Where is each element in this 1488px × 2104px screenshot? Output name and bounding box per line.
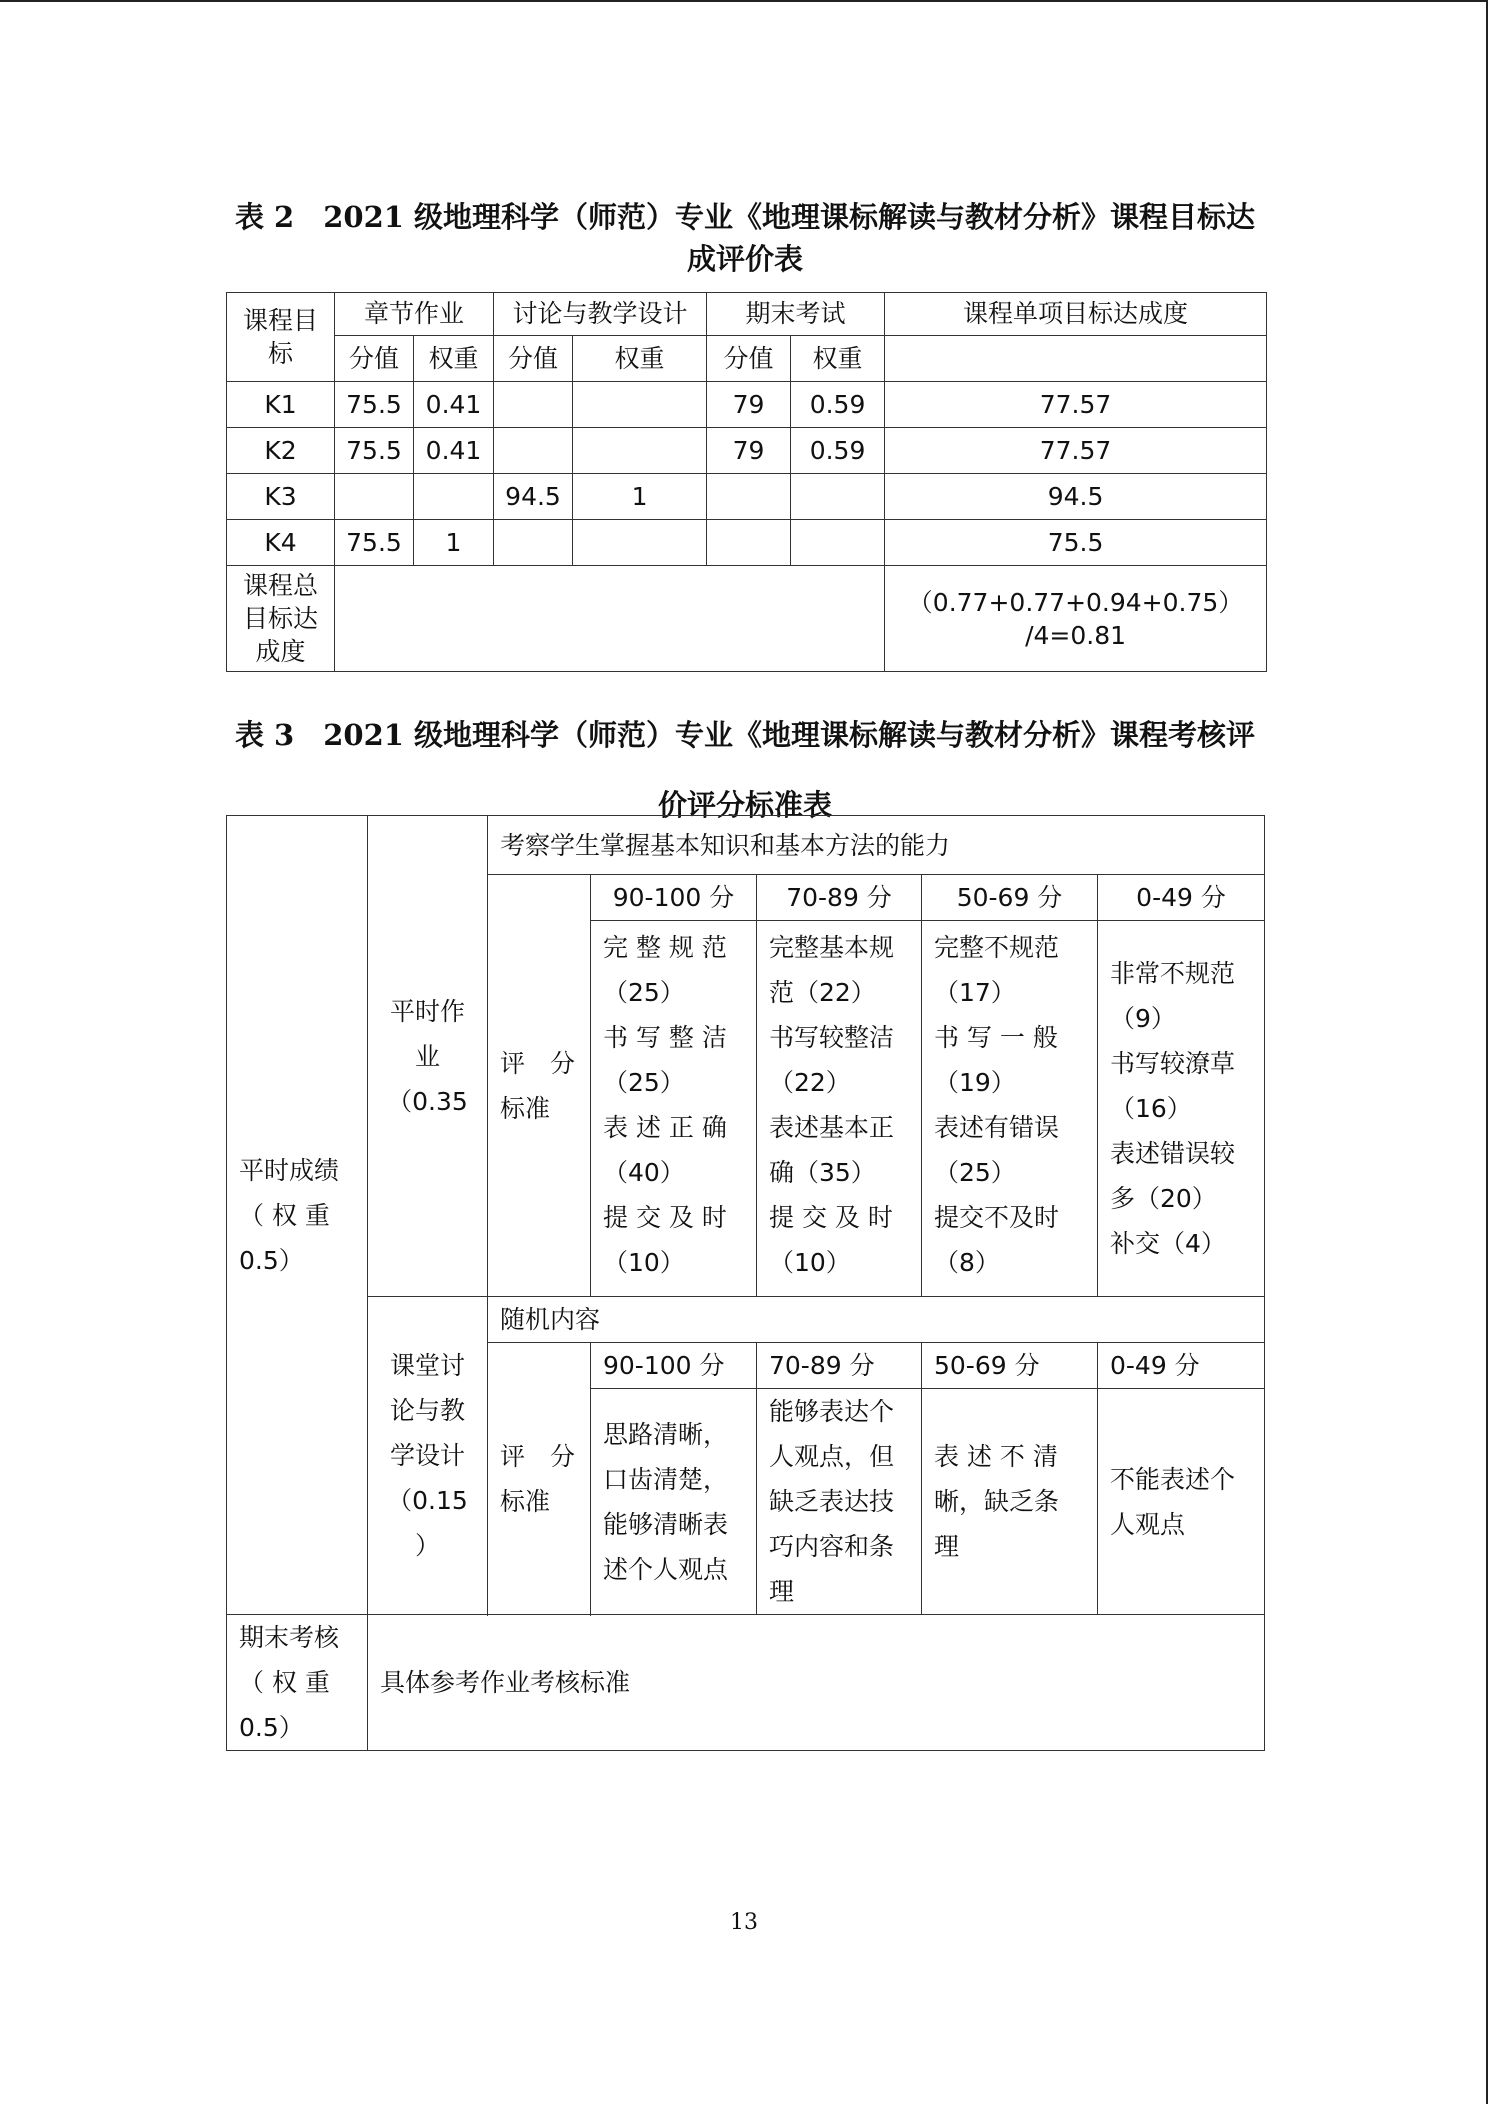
- homework-label: [368, 816, 488, 1297]
- criteria-line: 书写较潦草: [1110, 1049, 1236, 1078]
- row-disc-weight: 1: [573, 474, 707, 520]
- row-disc-weight: [573, 382, 707, 428]
- row-achievement: 75.5: [885, 520, 1267, 566]
- homework-criteria-band2: [757, 921, 922, 1297]
- row-exam-score: 79: [707, 382, 791, 428]
- total-formula-line2: /4=0.81: [1025, 620, 1127, 650]
- scoring-standard-table: [226, 815, 1265, 1751]
- criteria-line: （8）: [934, 1248, 1000, 1277]
- homework-label-line: 平时作: [389, 996, 465, 1026]
- header-discussion-design: 讨论与教学设计: [494, 293, 707, 336]
- header-exam-score: 分值: [707, 336, 791, 382]
- header-hw-score: 分值: [335, 336, 414, 382]
- criteria-line: 思路清晰，: [603, 1419, 729, 1449]
- total-label: [227, 566, 335, 672]
- row-goal: K1: [227, 382, 335, 428]
- criteria-line: （10）: [769, 1248, 851, 1277]
- criteria-line: 非常不规范: [1110, 959, 1236, 988]
- criteria-line: 不能表述个: [1110, 1464, 1236, 1494]
- discussion-band-50-69: 50-69 分: [922, 1343, 1098, 1389]
- table2-caption: [225, 196, 1265, 280]
- header-disc-weight: 权重: [573, 336, 707, 382]
- criteria-line: 多（20）: [1110, 1184, 1217, 1213]
- criteria-line: （25）: [934, 1158, 1016, 1187]
- final-label-line: 0.5）: [239, 1713, 304, 1742]
- criteria-line: 晰，缺乏条: [934, 1487, 1060, 1516]
- row-exam-score: 79: [707, 428, 791, 474]
- row-disc-score: 94.5: [494, 474, 573, 520]
- criteria-line: 能够清晰表: [603, 1509, 729, 1539]
- header-goal-text: 课程目标: [242, 306, 318, 368]
- row-achievement: 77.57: [885, 382, 1267, 428]
- regular-score-label: [227, 816, 368, 1615]
- criteria-line: （9）: [1110, 1004, 1176, 1033]
- row-disc-score: [494, 382, 573, 428]
- row-disc-score: [494, 520, 573, 566]
- table-row: [227, 474, 1267, 520]
- discussion-label-line: 学设计: [389, 1441, 465, 1470]
- row-hw-score: 75.5: [335, 428, 414, 474]
- discussion-label-line: ）: [414, 1531, 440, 1560]
- discussion-band-0-49: 0-49 分: [1098, 1343, 1265, 1389]
- table-row: [227, 428, 1267, 474]
- criteria-line: 书写较整洁: [769, 1023, 895, 1052]
- header-exam-weight: 权重: [791, 336, 885, 382]
- row-disc-weight: [573, 520, 707, 566]
- criteria-line: （19）: [934, 1068, 1016, 1097]
- discussion-criteria-label: [488, 1343, 591, 1615]
- table2-caption-line1: 表 2 2021 级地理科学（师范）专业《地理课标解读与教材分析》课程目标达: [234, 200, 1256, 234]
- discussion-label-line: （0.15: [387, 1486, 468, 1515]
- homework-band-70-89: 70-89 分: [757, 875, 922, 921]
- page-top-border: [0, 0, 1488, 2]
- table-row: [227, 382, 1267, 428]
- criteria-line: 补交（4）: [1110, 1229, 1226, 1258]
- final-label-line: 期末考核: [239, 1623, 340, 1652]
- table-row: [227, 520, 1267, 566]
- criteria-line: 提 交 及 时: [769, 1203, 893, 1232]
- row-goal: K3: [227, 474, 335, 520]
- discussion-content: 随机内容: [488, 1297, 1265, 1343]
- row-hw-weight: 0.41: [414, 428, 494, 474]
- criteria-line: （17）: [934, 978, 1016, 1007]
- criteria-line: 表 述 不 清: [934, 1442, 1058, 1471]
- header-hw-weight: 权重: [414, 336, 494, 382]
- criteria-line: （25）: [603, 1068, 685, 1097]
- homework-band-90-100: 90-100 分: [591, 875, 757, 921]
- table3-caption-line2: 价评分标准表: [657, 788, 832, 822]
- row-disc-weight: [573, 428, 707, 474]
- row-achievement: 77.57: [885, 428, 1267, 474]
- final-row: [227, 1615, 1265, 1751]
- total-formula: [885, 566, 1267, 672]
- criteria-line: 理: [769, 1577, 795, 1606]
- criteria-line: 提 交 及 时: [603, 1203, 727, 1232]
- header-final-exam: 期末考试: [707, 293, 885, 336]
- criteria-line: 人观点，但: [769, 1442, 895, 1471]
- discussion-label-line: 论与教: [389, 1396, 465, 1425]
- homework-band-50-69: 50-69 分: [922, 875, 1098, 921]
- criteria-line: 书 写 一 般: [934, 1023, 1058, 1052]
- criteria-line: 述个人观点: [603, 1554, 729, 1584]
- total-blank: [335, 566, 885, 672]
- final-label: [227, 1615, 368, 1751]
- criteria-line: （16）: [1110, 1094, 1192, 1123]
- criteria-line: 巧内容和条: [769, 1532, 895, 1561]
- criteria-line: 范（22）: [769, 978, 876, 1007]
- row-exam-weight: [791, 520, 885, 566]
- header-chapter-homework: 章节作业: [335, 293, 494, 336]
- criteria-line: 完 整 规 范: [603, 933, 727, 962]
- row-hw-weight: 1: [414, 520, 494, 566]
- discussion-criteria-band2: [757, 1389, 922, 1615]
- discussion-band-70-89: 70-89 分: [757, 1343, 922, 1389]
- criteria-line: 表述错误较: [1110, 1139, 1236, 1168]
- regular-label-line: 0.5）: [239, 1245, 304, 1275]
- header-disc-score: 分值: [494, 336, 573, 382]
- row-hw-weight: [414, 474, 494, 520]
- criteria-label-line: 评 分: [500, 1441, 576, 1471]
- criteria-label-line: 标准: [500, 1486, 551, 1516]
- achievement-table: [226, 292, 1267, 672]
- header-single-achievement: 课程单项目标达成度: [885, 293, 1267, 336]
- discussion-criteria-band4: [1098, 1389, 1265, 1615]
- total-formula-line1: （0.77+0.77+0.94+0.75）: [907, 587, 1244, 617]
- row-hw-score: 75.5: [335, 520, 414, 566]
- row-hw-score: 75.5: [335, 382, 414, 428]
- row-goal: K2: [227, 428, 335, 474]
- header-blank: [885, 336, 1267, 382]
- row-hw-score: [335, 474, 414, 520]
- table3-caption-line1: 表 3 2021 级地理科学（师范）专业《地理课标解读与教材分析》课程考核评: [234, 718, 1256, 752]
- row-exam-weight: 0.59: [791, 428, 885, 474]
- criteria-line: 表 述 正 确: [603, 1113, 727, 1142]
- criteria-line: 完整基本规: [769, 933, 895, 962]
- criteria-line: （10）: [603, 1248, 685, 1277]
- row-exam-score: [707, 474, 791, 520]
- row-hw-weight: 0.41: [414, 382, 494, 428]
- homework-criteria-band3: [922, 921, 1098, 1297]
- homework-band-0-49: 0-49 分: [1098, 875, 1265, 921]
- discussion-band-90-100: 90-100 分: [591, 1343, 757, 1389]
- header-goal: [227, 293, 335, 382]
- criteria-line: 书 写 整 洁: [603, 1023, 727, 1052]
- criteria-line: 表述有错误: [934, 1113, 1060, 1142]
- criteria-line: （22）: [769, 1068, 851, 1097]
- total-row: [227, 566, 1267, 672]
- criteria-line: 表述基本正: [769, 1113, 895, 1142]
- row-goal: K4: [227, 520, 335, 566]
- row-exam-weight: [791, 474, 885, 520]
- row-achievement: 94.5: [885, 474, 1267, 520]
- homework-ability: 考察学生掌握基本知识和基本方法的能力: [488, 816, 1265, 875]
- criteria-line: 口齿清楚，: [603, 1464, 729, 1494]
- regular-label-line: （ 权 重: [239, 1200, 330, 1230]
- criteria-label-line: 评 分: [500, 1048, 576, 1078]
- criteria-line: 提交不及时: [934, 1203, 1060, 1232]
- criteria-line: 缺乏表达技: [769, 1487, 895, 1516]
- criteria-line: 确（35）: [769, 1158, 876, 1187]
- discussion-criteria-band1: [591, 1389, 757, 1615]
- homework-label-line: （0.35: [387, 1086, 468, 1116]
- page-number: 13: [730, 1910, 758, 1935]
- criteria-line: （40）: [603, 1158, 685, 1187]
- row-exam-weight: 0.59: [791, 382, 885, 428]
- homework-criteria-band4: [1098, 921, 1265, 1297]
- discussion-label: [368, 1297, 488, 1615]
- row-disc-score: [494, 428, 573, 474]
- total-label-text: 课程总目标达成度: [242, 571, 318, 666]
- discussion-label-line: 课堂讨: [389, 1351, 465, 1380]
- homework-criteria-label: [488, 875, 591, 1297]
- table2-caption-line2: 成评价表: [686, 242, 803, 276]
- final-content: 具体参考作业考核标准: [368, 1615, 1265, 1751]
- criteria-line: 能够表达个: [769, 1397, 895, 1426]
- criteria-line: 理: [934, 1532, 960, 1561]
- criteria-line: （25）: [603, 978, 685, 1007]
- row-exam-score: [707, 520, 791, 566]
- discussion-criteria-band3: [922, 1389, 1098, 1615]
- criteria-line: 完整不规范: [934, 933, 1060, 962]
- criteria-line: 人观点: [1110, 1509, 1186, 1539]
- homework-criteria-band1: [591, 921, 757, 1297]
- criteria-label-line: 标准: [500, 1093, 551, 1123]
- homework-label-line: 业: [414, 1041, 440, 1071]
- final-label-line: （ 权 重: [239, 1668, 330, 1697]
- regular-label-line: 平时成绩: [239, 1155, 340, 1185]
